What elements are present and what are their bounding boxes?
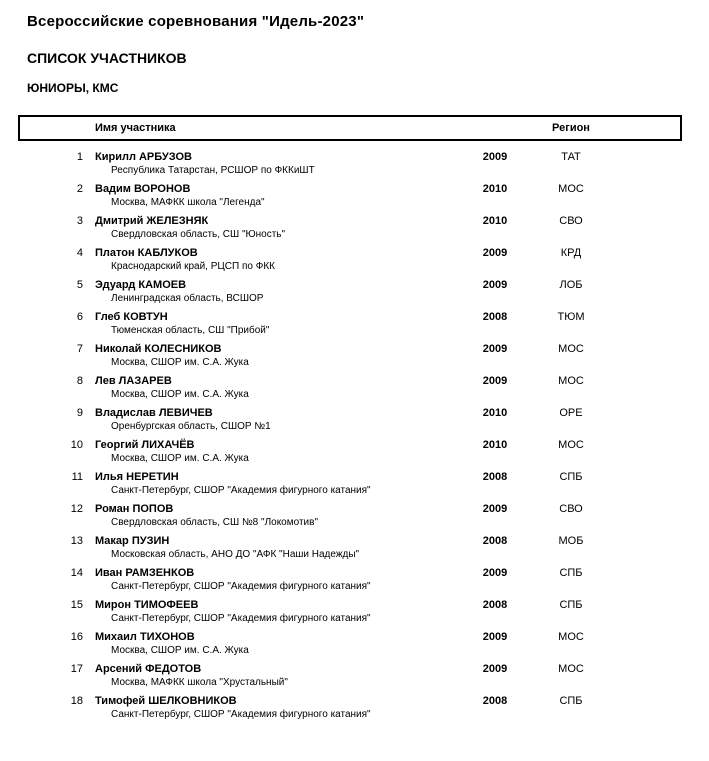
table-row: [0, 215, 709, 241]
region-code: МОС: [558, 343, 584, 355]
participant-name: Владислав ЛЕВИЧЕВ: [95, 407, 213, 419]
row-number: 18: [70, 695, 83, 707]
participant-cell: [95, 631, 460, 657]
participant-name: Георгий ЛИХАЧЁВ: [95, 439, 195, 451]
participant-cell: [95, 375, 460, 401]
participant-club: Республика Татарстан, РСШОР по ФККиШТ: [111, 165, 315, 176]
birth-year: 2009: [482, 503, 508, 515]
participant-cell: [95, 663, 460, 689]
table-row: [0, 343, 709, 369]
participant-club: Москва, МАФКК школа "Легенда": [111, 197, 265, 208]
table-header: [18, 115, 682, 141]
participant-club: Краснодарский край, РЦСП по ФКК: [111, 261, 275, 272]
table-row: [0, 567, 709, 593]
participant-cell: [95, 311, 460, 337]
birth-year: 2008: [482, 695, 508, 707]
region-code: МОС: [558, 631, 584, 643]
participant-cell: [95, 695, 460, 721]
participant-name: Арсений ФЕДОТОВ: [95, 663, 202, 675]
region-code: ОРЕ: [559, 407, 583, 419]
birth-year: 2009: [482, 631, 508, 643]
participants-table: [0, 151, 709, 727]
birth-year: 2010: [482, 439, 508, 451]
birth-year: 2010: [482, 183, 508, 195]
row-number: 7: [76, 343, 83, 355]
birth-year: 2009: [482, 279, 508, 291]
region-code: МОС: [558, 183, 584, 195]
region-code: СПБ: [559, 599, 583, 611]
table-row: [0, 471, 709, 497]
participant-name: Николай КОЛЕСНИКОВ: [95, 343, 222, 355]
participant-name: Глеб КОВТУН: [95, 311, 168, 323]
table-row: [0, 599, 709, 625]
birth-year: 2008: [482, 311, 508, 323]
participant-cell: [95, 439, 460, 465]
participant-cell: [95, 567, 460, 593]
row-number: 15: [70, 599, 83, 611]
table-row: [0, 151, 709, 177]
table-row: [0, 503, 709, 529]
region-code: МОБ: [558, 535, 584, 547]
participant-cell: [95, 599, 460, 625]
birth-year: 2009: [482, 343, 508, 355]
row-number: 12: [70, 503, 83, 515]
participant-club: Санкт-Петербург, СШОР "Академия фигурного катания": [111, 485, 371, 496]
participant-name: Илья НЕРЕТИН: [95, 471, 179, 483]
row-number: 16: [70, 631, 83, 643]
participant-club: Оренбургская область, СШОР №1: [111, 421, 271, 432]
table-row: [0, 279, 709, 305]
region-code: СВО: [559, 503, 583, 515]
row-number: 4: [76, 247, 83, 259]
participant-club: Московская область, АНО ДО "АФК "Наши Надежды": [111, 549, 360, 560]
participant-club: Москва, СШОР им. С.А. Жука: [111, 357, 249, 368]
participant-club: Москва, СШОР им. С.А. Жука: [111, 389, 249, 400]
participant-name: Вадим ВОРОНОВ: [95, 183, 191, 195]
header-region-label: Регион: [552, 122, 590, 134]
region-code: МОС: [558, 439, 584, 451]
participant-cell: [95, 151, 460, 177]
participant-name: Мирон ТИМОФЕЕВ: [95, 599, 199, 611]
table-row: [0, 439, 709, 465]
table-row: [0, 663, 709, 689]
birth-year: 2010: [482, 407, 508, 419]
birth-year: 2008: [482, 599, 508, 611]
participant-cell: [95, 343, 460, 369]
participant-cell: [95, 247, 460, 273]
header-name-label: Имя участника: [95, 122, 176, 134]
participant-club: Свердловская область, СШ "Юность": [111, 229, 286, 240]
birth-year: 2008: [482, 535, 508, 547]
birth-year: 2008: [482, 471, 508, 483]
row-number: 14: [70, 567, 83, 579]
row-number: 1: [76, 151, 83, 163]
row-number: 8: [76, 375, 83, 387]
participant-cell: [95, 471, 460, 497]
participant-cell: [95, 183, 460, 209]
participant-club: Москва, СШОР им. С.А. Жука: [111, 453, 249, 464]
participant-name: Платон КАБЛУКОВ: [95, 247, 198, 259]
birth-year: 2009: [482, 567, 508, 579]
table-row: [0, 311, 709, 337]
table-row: [0, 247, 709, 273]
row-number: 13: [70, 535, 83, 547]
participant-club: Москва, СШОР им. С.А. Жука: [111, 645, 249, 656]
participant-cell: [95, 407, 460, 433]
region-code: СПБ: [559, 695, 583, 707]
birth-year: 2009: [482, 663, 508, 675]
participant-club: Санкт-Петербург, СШОР "Академия фигурного катания": [111, 709, 371, 720]
row-number: 11: [71, 471, 83, 483]
region-code: СПБ: [559, 567, 583, 579]
table-row: [0, 407, 709, 433]
participant-name: Тимофей ШЕЛКОВНИКОВ: [95, 695, 237, 707]
participant-club: Тюменская область, СШ "Прибой": [111, 325, 270, 336]
region-code: ЛОБ: [559, 279, 583, 291]
region-code: ТАТ: [561, 151, 581, 163]
participant-cell: [95, 503, 460, 529]
region-code: ТЮМ: [557, 311, 585, 323]
birth-year: 2009: [482, 247, 508, 259]
row-number: 2: [76, 183, 83, 195]
participant-cell: [95, 215, 460, 241]
birth-year: 2009: [482, 151, 508, 163]
row-number: 5: [76, 279, 83, 291]
row-number: 9: [76, 407, 83, 419]
participant-name: Иван РАМЗЕНКОВ: [95, 567, 195, 579]
table-row: [0, 183, 709, 209]
page-title: Всероссийские соревнования "Идель-2023": [27, 13, 365, 30]
row-number: 6: [76, 311, 83, 323]
participant-name: Дмитрий ЖЕЛЕЗНЯК: [95, 215, 209, 227]
participant-name: Лев ЛАЗАРЕВ: [95, 375, 172, 387]
table-row: [0, 631, 709, 657]
participant-name: Кирилл АРБУЗОВ: [95, 151, 192, 163]
row-number: 17: [70, 663, 83, 675]
region-code: СВО: [559, 215, 583, 227]
row-number: 3: [76, 215, 83, 227]
participant-cell: [95, 279, 460, 305]
participant-name: Михаил ТИХОНОВ: [95, 631, 195, 643]
region-code: МОС: [558, 663, 584, 675]
table-row: [0, 375, 709, 401]
participant-club: Санкт-Петербург, СШОР "Академия фигурного катания": [111, 613, 371, 624]
participant-name: Макар ПУЗИН: [95, 535, 170, 547]
table-row: [0, 695, 709, 721]
birth-year: 2009: [482, 375, 508, 387]
region-code: МОС: [558, 375, 584, 387]
participant-name: Эдуард КАМОЕВ: [95, 279, 187, 291]
participant-name: Роман ПОПОВ: [95, 503, 174, 515]
participant-club: Санкт-Петербург, СШОР "Академия фигурного катания": [111, 581, 371, 592]
region-code: КРД: [560, 247, 582, 259]
participant-club: Ленинградская область, ВСШОР: [111, 293, 264, 304]
row-number: 10: [70, 439, 83, 451]
participant-cell: [95, 535, 460, 561]
section-title: СПИСОК УЧАСТНИКОВ: [27, 50, 187, 66]
table-row: [0, 535, 709, 561]
participant-club: Москва, МАФКК школа "Хрустальный": [111, 677, 288, 688]
birth-year: 2010: [482, 215, 508, 227]
category-title: ЮНИОРЫ, КМС: [27, 81, 119, 95]
participant-club: Свердловская область, СШ №8 "Локомотив": [111, 517, 318, 528]
region-code: СПБ: [559, 471, 583, 483]
